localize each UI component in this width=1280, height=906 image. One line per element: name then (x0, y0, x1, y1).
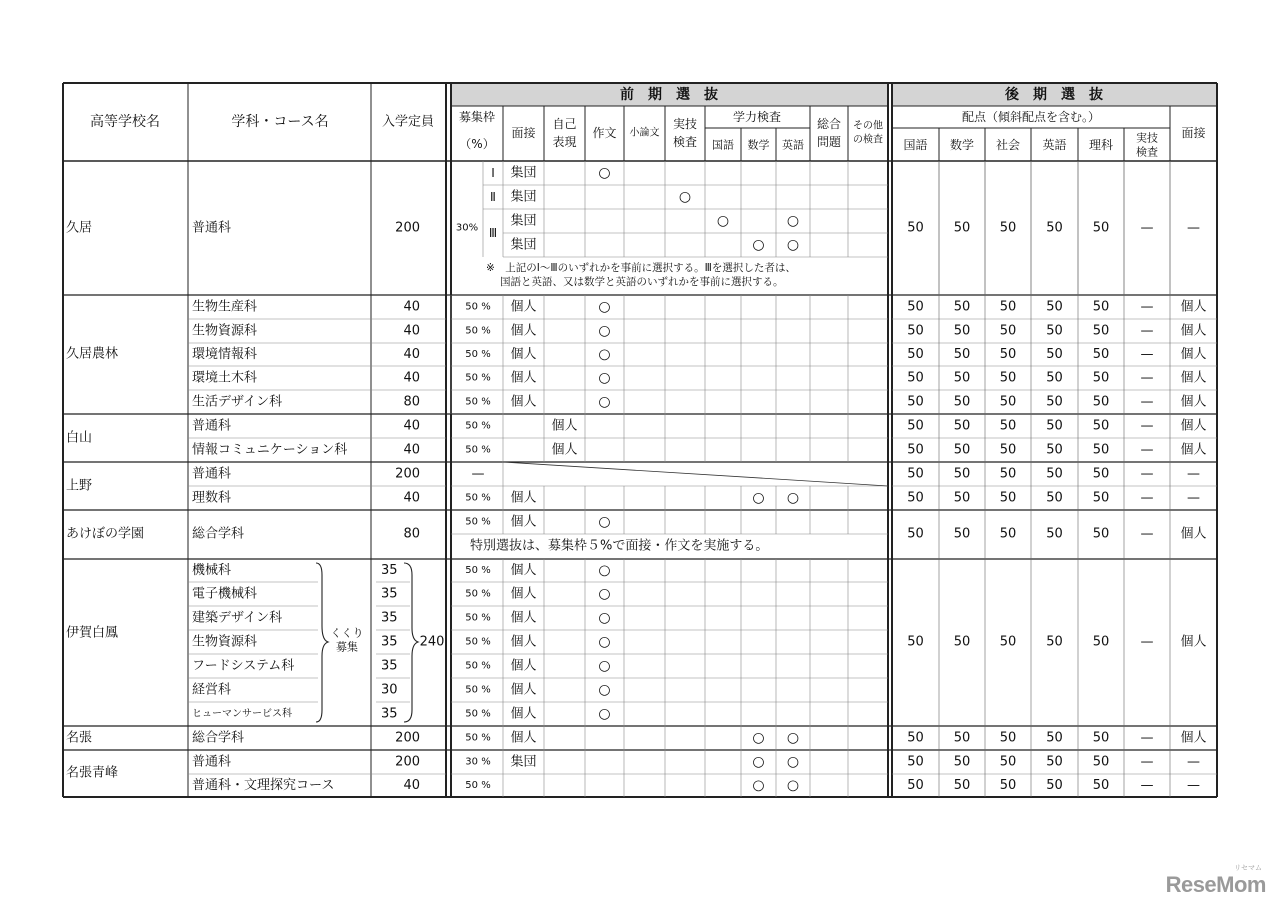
mark-circle: ○ (598, 514, 611, 530)
score: 50 (953, 466, 971, 482)
score: 50 (999, 634, 1017, 650)
capacity: 40 (403, 299, 420, 315)
dept-name: 生活デザイン科 (192, 394, 283, 410)
grid-line (503, 462, 888, 486)
score: 50 (1046, 778, 1063, 793)
cell-text: 集団 (510, 237, 537, 253)
dept-name: 環境情報科 (192, 347, 258, 362)
cell-text: 実技 (672, 117, 698, 131)
cell-text: 理科 (1088, 138, 1114, 152)
cell-text: — (1140, 418, 1154, 434)
score: 50 (907, 347, 924, 362)
cell-text: 個人 (510, 586, 537, 602)
score: 50 (907, 490, 924, 506)
score: 50 (907, 442, 924, 458)
capacity: 30 (381, 682, 398, 698)
mark-circle: ○ (598, 634, 611, 650)
score: 50 (1046, 634, 1063, 650)
score: 50 (1092, 466, 1110, 482)
score: 50 (1046, 490, 1063, 506)
cell-text: 個人 (1180, 730, 1207, 746)
score: 50 (953, 730, 971, 746)
note: ※ 上記のⅠ～Ⅲのいずれかを事前に選択する。Ⅲを選択した者は、 (486, 262, 796, 274)
score: 50 (1092, 490, 1110, 506)
score: 50 (907, 220, 924, 236)
cell-text: — (1187, 466, 1200, 482)
score: 50 (907, 418, 924, 434)
dept-name: 生物資源科 (192, 323, 258, 339)
score: 50 (1092, 730, 1110, 746)
score: 50 (1046, 220, 1063, 236)
score: 50 (999, 347, 1017, 362)
cell-text: 配点（傾斜配点を含む。） (961, 110, 1101, 124)
cell-text: 面接 (1181, 126, 1206, 140)
mark-circle: ○ (678, 189, 692, 205)
cell-text: 英語 (782, 138, 804, 152)
quota: 50 % (465, 565, 491, 576)
cell-text: Ⅰ (491, 166, 495, 180)
dept-name: 普通科 (192, 754, 232, 770)
score: 50 (1092, 418, 1110, 434)
quota: 50 % (465, 301, 491, 313)
dept-name: 情報コミュニケーション科 (192, 442, 348, 458)
score: 50 (999, 323, 1017, 339)
cell-text: — (1187, 490, 1200, 506)
score: 50 (1092, 778, 1110, 793)
school-name: 白山 (66, 430, 93, 446)
score: 50 (1046, 299, 1063, 315)
score: 50 (999, 778, 1017, 793)
quota: 50 % (465, 372, 491, 384)
score: 50 (999, 442, 1017, 458)
cell-text: — (1140, 634, 1154, 650)
cell-text: 個人 (1180, 347, 1207, 362)
score: 50 (999, 394, 1017, 410)
school-name: 名張 (66, 730, 93, 746)
mark-circle: ○ (598, 323, 611, 339)
school-name: 久居 (66, 220, 93, 236)
cell-text: — (1140, 347, 1154, 362)
header-capacity: 入学定員 (381, 114, 435, 130)
dept-name: 普通科 (192, 418, 232, 434)
cell-text: 面接 (511, 126, 536, 140)
score: 50 (907, 778, 924, 793)
score: 50 (999, 466, 1017, 482)
cell-text: Ⅱ (490, 190, 496, 204)
dept-name: 経営科 (192, 682, 232, 698)
quota: 50 % (465, 492, 491, 504)
capacity: 200 (395, 220, 420, 236)
cell-text: — (1140, 323, 1154, 339)
mark-circle: ○ (598, 682, 611, 698)
cell-text: 集団 (510, 754, 537, 770)
score: 50 (907, 526, 924, 542)
cell-text: その他 (853, 120, 883, 132)
cell-text: — (1140, 730, 1154, 746)
cell-text: 個人 (1180, 394, 1207, 410)
header-school: 高等学校名 (90, 114, 160, 130)
cell-text: 個人 (510, 299, 537, 315)
capacity: 35 (381, 634, 398, 650)
mark-circle: ○ (786, 213, 800, 229)
cell-text: 学力検査 (732, 110, 782, 124)
quota: 30 % (465, 756, 491, 768)
cell-text: 個人 (1180, 526, 1207, 542)
cell-text: 個人 (510, 347, 537, 362)
dept-name: 生物資源科 (192, 634, 258, 650)
cell-text: 個人 (510, 634, 537, 650)
cell-text: Ⅲ (488, 226, 498, 240)
quota: 50 % (465, 588, 491, 600)
mark-circle: ○ (786, 754, 800, 770)
score: 50 (999, 418, 1017, 434)
capacity: 80 (403, 526, 420, 542)
cell-text: — (1140, 466, 1154, 482)
score: 50 (953, 778, 971, 793)
score: 50 (953, 526, 971, 542)
mark-circle: ○ (786, 777, 800, 794)
cell-text: 個人 (510, 514, 537, 530)
dept-name: 生物生産科 (192, 299, 258, 315)
mark-circle: ○ (786, 730, 800, 746)
score: 50 (999, 490, 1017, 506)
capacity: 35 (381, 658, 398, 674)
dept-name: 普通科 (192, 466, 232, 482)
mark-circle: ○ (598, 346, 611, 363)
mark-circle: ○ (786, 490, 800, 506)
cell-text: 集団 (510, 165, 537, 181)
dept-name: 環境土木科 (192, 370, 258, 386)
quota: 50 % (465, 732, 491, 744)
kukuri-brace (316, 563, 328, 722)
score: 50 (907, 730, 924, 746)
score: 50 (953, 347, 971, 362)
score: 50 (953, 370, 971, 386)
cell-text: — (1140, 394, 1154, 410)
mark-circle: ○ (752, 777, 765, 794)
quota: 50 % (465, 660, 491, 672)
score: 50 (1046, 323, 1063, 339)
school-name: あけぼの学園 (66, 526, 145, 542)
cell-text: — (1140, 526, 1154, 542)
capacity: 40 (403, 347, 420, 362)
score: 50 (953, 394, 971, 410)
mark-circle: ○ (598, 165, 611, 181)
header-late: 後 期 選 抜 (1005, 87, 1103, 103)
cell-text: の検査 (853, 134, 883, 146)
score: 50 (1092, 442, 1110, 458)
mark-circle: ○ (598, 658, 611, 674)
note: 国語と英語、又は数学と英語のいずれかを事前に選択する。 (500, 276, 784, 288)
mark-circle: ○ (598, 586, 611, 602)
dept-name: 電子機械科 (192, 586, 258, 602)
cell-text: 個人 (510, 490, 537, 506)
capacity: 200 (395, 754, 420, 770)
score: 50 (1092, 634, 1110, 650)
cell-text: — (1140, 490, 1154, 506)
mark-circle: ○ (598, 562, 611, 579)
quota: 50 % (465, 420, 491, 432)
score: 50 (1092, 323, 1110, 339)
cell-text: 数学 (747, 138, 770, 152)
score: 50 (1092, 754, 1110, 770)
capacity-total: 240 (419, 634, 445, 650)
capacity: 40 (403, 778, 420, 793)
score: 50 (1046, 754, 1063, 770)
cell-text: — (1187, 220, 1200, 236)
score: 50 (1092, 394, 1110, 410)
cell-text: 自己 (552, 117, 577, 131)
capacity: 40 (403, 442, 420, 458)
capacity: 35 (381, 563, 398, 578)
cell-text: 個人 (510, 370, 537, 386)
score: 50 (999, 220, 1017, 236)
score: 50 (907, 466, 924, 482)
cell-text: 総合 (816, 117, 842, 131)
score: 50 (1092, 299, 1110, 315)
score: 50 (1092, 220, 1110, 236)
school-name: 名張青峰 (66, 765, 119, 781)
score: 50 (1092, 526, 1110, 542)
resemom-logo: ReseMom リセマム (1165, 865, 1266, 897)
capacity: 35 (381, 706, 398, 722)
cell-text: 検査 (672, 135, 698, 149)
quota: 30% (455, 222, 479, 234)
mark-circle: ○ (598, 299, 611, 315)
cell-text: — (1140, 442, 1154, 458)
dept-name: 総合学科 (192, 730, 245, 746)
cell-text: 表現 (552, 135, 577, 149)
cell-text: — (1140, 220, 1154, 236)
dept-name: 機械科 (192, 563, 232, 578)
note: 特別選抜は、募集枠５%で面接・作文を実施する。 (470, 538, 769, 554)
cell-text: 問題 (816, 135, 842, 149)
mark-circle: ○ (598, 370, 611, 386)
cell-text: 募集枠 (458, 110, 496, 124)
capacity: 40 (403, 370, 420, 386)
dept-name: 建築デザイン科 (192, 610, 283, 626)
capacity: 80 (403, 394, 420, 410)
dept-name: フードシステム科 (192, 658, 295, 674)
kukuri-label: 募集 (336, 640, 358, 654)
quota: 50 % (465, 780, 491, 791)
cell-text: — (1140, 370, 1154, 386)
cell-text: 個人 (510, 610, 537, 626)
score: 50 (953, 323, 971, 339)
score: 50 (907, 370, 924, 386)
cell-text: — (1140, 299, 1154, 315)
capacity: 40 (403, 490, 420, 506)
cell-text: 英語 (1042, 138, 1067, 152)
header-dept: 学科・コース名 (231, 114, 329, 130)
score: 50 (953, 754, 971, 770)
score: 50 (907, 299, 924, 315)
cell-text: 集団 (510, 213, 537, 229)
capacity: 200 (395, 466, 420, 482)
cell-text: — (471, 466, 485, 482)
score: 50 (907, 634, 924, 650)
cell-text: 個人 (510, 394, 537, 410)
cell-text: 個人 (1180, 323, 1207, 339)
mark-circle: ○ (752, 754, 765, 770)
quota: 50 % (465, 396, 491, 408)
cell-text: 国語 (712, 138, 734, 152)
quota: 50 % (465, 708, 491, 720)
score: 50 (1092, 347, 1110, 362)
cell-text: 集団 (510, 189, 537, 205)
score: 50 (1046, 526, 1063, 542)
dept-name: 理数科 (192, 490, 232, 506)
cell-text: — (1140, 778, 1154, 793)
cell-text: 個人 (551, 442, 578, 458)
cell-text: 個人 (1180, 418, 1207, 434)
capacity: 40 (403, 323, 420, 339)
quota: 50 % (465, 444, 491, 456)
cell-text: 個人 (510, 730, 537, 746)
cell-text: — (1187, 754, 1200, 770)
score: 50 (953, 442, 971, 458)
cell-text: 個人 (551, 418, 578, 434)
cell-text: 個人 (510, 563, 537, 578)
mark-circle: ○ (598, 394, 611, 410)
score: 50 (999, 526, 1017, 542)
cell-text: （%） (459, 137, 495, 151)
score: 50 (1046, 370, 1063, 386)
quota: 50 % (465, 636, 491, 648)
header-early: 前 期 選 抜 (620, 87, 718, 103)
school-name: 伊賀白鳳 (66, 625, 119, 641)
mark-circle: ○ (752, 730, 765, 746)
cell-text: 個人 (510, 658, 537, 674)
capacity: 40 (403, 418, 420, 434)
mark-circle: ○ (752, 237, 765, 253)
cell-text: 数学 (949, 138, 975, 152)
quota: 50 % (465, 516, 491, 528)
score: 50 (953, 634, 971, 650)
capacity: 35 (381, 586, 398, 602)
dept-name: 普通科・文理探究コース (192, 778, 335, 793)
school-name: 久居農林 (66, 346, 119, 362)
quota: 50 % (465, 349, 491, 360)
score: 50 (999, 754, 1017, 770)
cell-text: 実技 (1136, 131, 1158, 145)
score: 50 (1046, 418, 1063, 434)
dept-name: 普通科 (192, 220, 232, 236)
score: 50 (953, 220, 971, 236)
kukuri-label: くくり (330, 626, 364, 640)
cell-text: 個人 (1180, 370, 1207, 386)
quota: 50 % (465, 684, 491, 696)
mark-circle: ○ (598, 610, 611, 626)
score: 50 (953, 418, 971, 434)
score: 50 (1092, 370, 1110, 386)
score: 50 (953, 299, 971, 315)
score: 50 (907, 323, 924, 339)
capacity: 200 (395, 730, 420, 746)
mark-circle: ○ (716, 213, 730, 229)
dept-name: ヒューマンサービス科 (192, 708, 292, 720)
cell-text: 個人 (1180, 299, 1207, 315)
quota: 50 % (465, 325, 491, 337)
cell-text: 小論文 (629, 127, 660, 139)
score: 50 (907, 394, 924, 410)
score: 50 (1046, 347, 1063, 362)
score: 50 (999, 299, 1017, 315)
score: 50 (1046, 394, 1063, 410)
score: 50 (1046, 442, 1063, 458)
cell-text: 個人 (510, 682, 537, 698)
score: 50 (999, 730, 1017, 746)
score: 50 (907, 754, 924, 770)
cell-text: 国語 (903, 138, 928, 152)
total-brace (404, 563, 418, 722)
mark-circle: ○ (786, 237, 800, 253)
score: 50 (1046, 730, 1063, 746)
cell-text: 検査 (1136, 145, 1158, 159)
score: 50 (953, 490, 971, 506)
mark-circle: ○ (598, 706, 611, 722)
capacity: 35 (381, 610, 398, 626)
cell-text: — (1140, 754, 1154, 770)
mark-circle: ○ (752, 490, 765, 506)
cell-text: 社会 (995, 138, 1021, 152)
cell-text: 個人 (1180, 442, 1207, 458)
cell-text: 作文 (592, 126, 617, 140)
cell-text: — (1187, 778, 1200, 793)
dept-name: 総合学科 (192, 526, 245, 542)
cell-text: 個人 (1180, 634, 1207, 650)
school-name: 上野 (66, 478, 93, 494)
cell-text: 個人 (510, 323, 537, 339)
score: 50 (1046, 466, 1063, 482)
quota: 50 % (465, 612, 491, 624)
score: 50 (999, 370, 1017, 386)
cell-text: 個人 (510, 706, 537, 722)
